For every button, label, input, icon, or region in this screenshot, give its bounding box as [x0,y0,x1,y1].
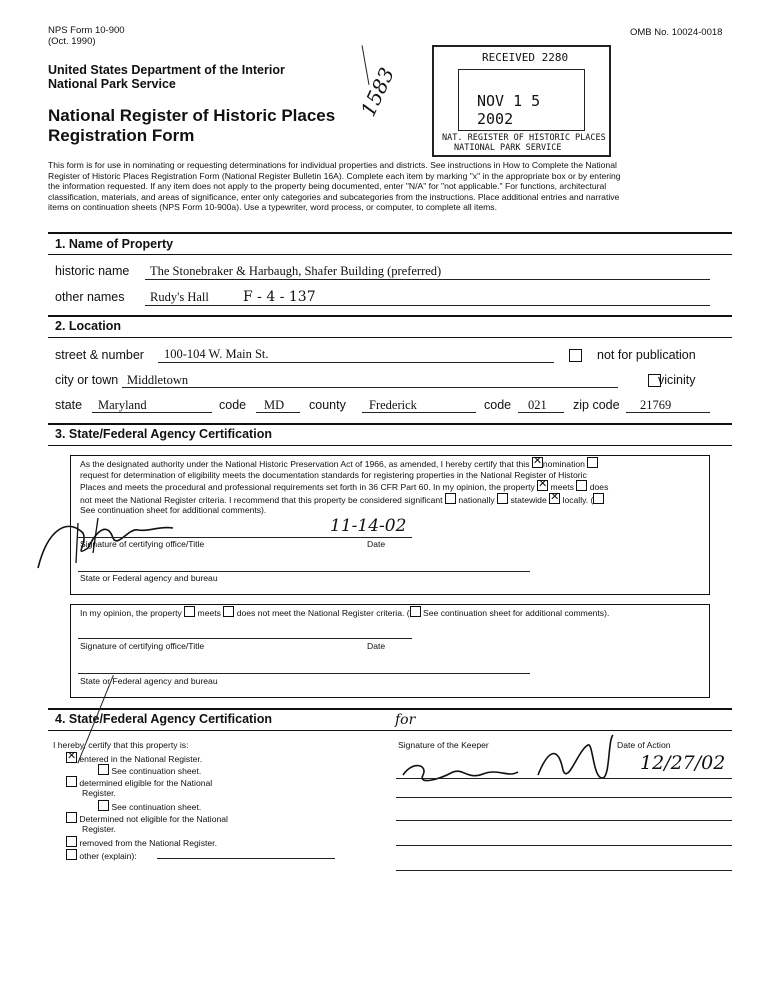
department-name: United States Department of the Interior [48,63,285,77]
not-eligible-row [66,812,228,825]
opinion-meets-checkbox[interactable] [184,606,195,617]
not-eligible-checkbox[interactable] [66,812,77,823]
signature-label: Signature of certifying office/Title [80,539,205,549]
not-eligible-label: Determined not eligible for the National [79,814,228,824]
instructions-line: classification, materials, and areas of significance, enter only categories and subcategories from the instructions. Place additional entries and narrative [48,191,620,202]
action-date-label: Date of Action [617,740,671,750]
request-checkbox[interactable] [587,457,598,468]
locally-label: locally. ( [562,494,594,505]
form-date: (Oct. 1990) [48,36,96,47]
section-2-title: 2. Location [55,319,121,333]
opinion-does-not-meet-checkbox[interactable] [223,606,234,617]
opinion-line: In my opinion, the property [80,608,182,618]
street-label: street & number [55,348,144,362]
eligible-checkbox[interactable] [66,776,77,787]
other-row [66,849,137,862]
signature-line [78,537,412,538]
service-name: National Park Service [48,77,176,91]
eligible-label: determined eligible for the National [79,778,213,788]
date-label: Date [367,641,386,651]
agency-line [78,571,530,572]
state-value[interactable]: Maryland [98,398,147,412]
city-label: city or town [55,373,119,387]
keeper-label: Signature of the Keeper [398,740,489,750]
state-label: state [55,398,83,412]
entered-row [66,752,202,765]
not-for-publication-label: not for publication [597,348,696,362]
cert-line: not meet the National Register criteria. I recommend that this property be considered significant [80,494,443,505]
pen-stroke [362,45,371,85]
county-line [362,412,476,413]
cert-line: Places and meets the procedural and professional requirements set forth in 36 CFR Part 60. In my opinion, the property [80,482,535,492]
keeper-line [396,797,732,798]
county-code-label: code [484,398,512,412]
state-line [92,412,212,413]
form-subtitle: Registration Form [48,126,195,145]
locally-checkbox[interactable] [549,493,560,504]
section-rule [48,730,732,731]
stamp-date: NOV 1 5 2002 [477,92,541,128]
not-for-publication-checkbox[interactable] [569,349,582,362]
statewide-checkbox[interactable] [497,493,508,504]
stamp-line2: NATIONAL PARK SERVICE [454,143,562,153]
section-rule [48,232,732,234]
other-names-label: other names [55,290,125,304]
nomination-label: nomination [542,459,585,469]
code-value[interactable]: MD [264,398,285,412]
zip-line [626,412,710,413]
keeper-line [396,845,732,846]
zip-label: zip code [573,398,620,412]
opinion-line: does not meet the National Register criteria. ( [236,608,410,618]
received-stamp [432,45,611,157]
stamp-received: RECEIVED 2280 [482,51,569,64]
other-names-handwritten: F - 4 - 137 [243,289,316,305]
section-rule [48,254,732,255]
street-value[interactable]: 100-104 W. Main St. [164,347,269,361]
removed-label: removed from the National Register. [79,838,217,848]
meets-label: meets [550,482,574,492]
stamp-date-box [458,69,585,131]
historic-name-label: historic name [55,264,130,278]
keeper-line [396,820,732,821]
other-names-value[interactable]: Rudy's Hall [150,290,209,304]
meets-checkbox[interactable] [537,480,548,491]
county-label: county [309,398,346,412]
section-3-title: 3. State/Federal Agency Certification [55,427,272,441]
county-value[interactable]: Frederick [369,398,417,412]
section-1-title: 1. Name of Property [55,237,174,251]
certifying-date-handwritten: 11-14-02 [330,516,407,536]
section-4-title: 4. State/Federal Agency Certification [55,712,272,726]
see1-row [98,764,201,777]
does-label: does [589,482,609,492]
opinion-line: See continuation sheet for additional comments). [423,608,610,618]
signature-label: Signature of certifying office/Title [80,641,205,651]
keeper-line [396,778,732,779]
opinion-text [80,606,609,619]
form-number: NPS Form 10-900 [48,25,125,36]
historic-name-line [145,279,710,280]
agency-label: State or Federal agency and bureau [80,676,218,686]
see-continuation-label: See continuation sheet. [111,766,202,776]
city-value[interactable]: Middletown [127,373,189,387]
keeper-line [396,870,732,871]
signature-line [78,638,412,639]
certification-text [80,457,705,516]
entered-checkbox[interactable] [66,752,77,763]
nomination-checkbox[interactable] [532,457,543,468]
cert-line: As the designated authority under the National Historic Preservation Act of 1966, as amended, I hereby certify that this [80,459,530,469]
certify-label: I hereby, certify that this property is: [53,740,189,750]
eligible-label-2: Register. [82,788,116,798]
agency-line [78,673,530,674]
street-line [158,362,554,363]
opinion-continuation-checkbox[interactable] [410,606,421,617]
see-continuation-checkbox[interactable] [98,800,109,811]
other-names-line [145,305,710,306]
entered-label: entered in the National Register. [79,754,203,764]
section-rule [48,445,732,446]
code-line [256,412,300,413]
section-rule [48,337,732,338]
cert-line: See continuation sheet for additional comments). [80,505,267,515]
instructions-line: Register of Historic Places Registration Form (National Register Bulletin 16A). Complete each item by marking "x" in the appropriate box or by entering [48,170,621,181]
does-not-meet-checkbox[interactable] [576,480,587,491]
action-date-handwritten: 12/27/02 [640,752,726,774]
section-rule [48,423,732,425]
other-checkbox[interactable] [66,849,77,860]
code-label: code [219,398,247,412]
see2-row [98,800,201,813]
removed-checkbox[interactable] [66,836,77,847]
omb-number: OMB No. 10024-0018 [630,27,723,38]
section-rule [48,315,732,317]
agency-label: State or Federal agency and bureau [80,573,218,583]
removed-row [66,836,217,849]
historic-name-value[interactable]: The Stonebraker & Harbaugh, Shafer Building (preferred) [150,264,442,278]
county-code-line [518,412,564,413]
section-rule [48,708,732,710]
opinion-meets-label: meets [197,608,221,618]
continuation-checkbox[interactable] [593,493,604,504]
instructions-line: items on continuation sheets (NPS Form 10-900a). Use a typewriter, word process, or computer, to complete all items. [48,202,497,212]
keeper-signature [398,730,623,790]
instructions-paragraph [48,160,738,213]
see-continuation-label: See continuation sheet. [111,802,202,812]
instructions-line: the information requested. If any item does not apply to the property being documented, enter "N/A" for "not applicable." For functions, architectural [48,181,607,191]
cert-line: request for determination of eligibility meets the documentation standards for registering properties in the National Register of Historic [80,469,587,480]
stamp-line1: NAT. REGISTER OF HISTORIC PLACES [442,133,606,143]
instructions-line: This form is for use in nominating or requesting determinations for individual properties and districts. See instructions in How to Complete the National [48,160,617,170]
nationally-label: nationally [458,494,495,505]
eligible-row [66,776,212,789]
not-eligible-label-2: Register. [82,824,116,834]
nationally-checkbox[interactable] [445,493,456,504]
zip-value[interactable]: 21769 [640,398,672,412]
see-continuation-checkbox[interactable] [98,764,109,775]
for-handwritten: for [395,712,416,728]
vicinity-label: vicinity [658,373,696,387]
county-code-value[interactable]: 021 [528,398,547,412]
statewide-label: statewide [510,494,547,505]
form-title: National Register of Historic Places [48,106,336,125]
other-explain-line [157,858,335,859]
city-line [122,387,618,388]
date-label: Date [367,539,386,549]
other-label: other (explain): [79,851,137,861]
handwritten-number: 1583 [355,63,400,121]
